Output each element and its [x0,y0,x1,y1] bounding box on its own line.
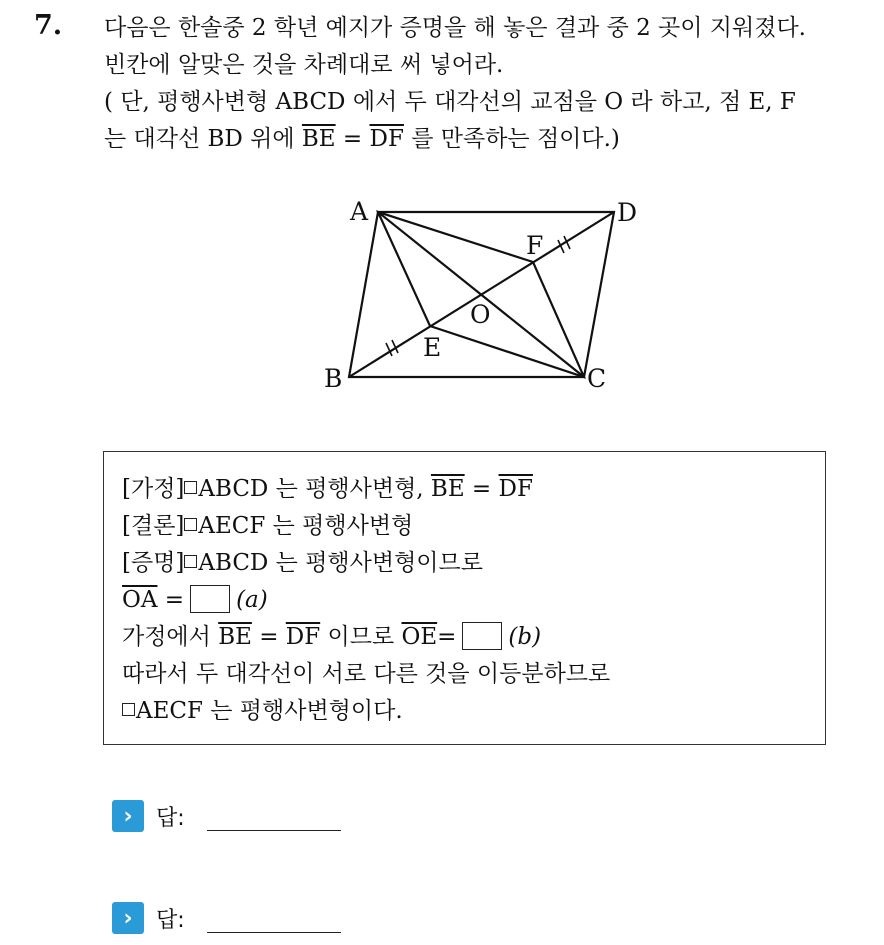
question-number: 7. [34,10,63,41]
segment-be: $\overline{BE}$ [218,624,252,650]
question-line-2: 빈칸에 알맞은 것을 차례대로 써 넣어라. [104,52,504,78]
segment-be: $\overline{BE}$ [301,126,336,152]
parallelogram-symbol [184,555,197,568]
question-line-4-start: 는 대각선 BD 위에 [104,126,295,152]
proof-label: [증명] [122,550,185,576]
question-line-1: 다음은 한솔중 2 학년 예지가 증명을 해 놓은 결과 중 2 곳이 지워졌다. [104,15,806,41]
answer-input-2[interactable] [207,932,341,933]
equals-sign: = [437,624,457,650]
answer-row-1 [112,800,341,832]
proof-line-final [122,693,807,730]
equals-sign: = [157,587,185,613]
parallelogram-figure [300,190,640,400]
parallelogram-symbol [184,518,197,531]
equals-sign: = [464,476,499,502]
label-c: C [587,364,607,393]
proof-text: 이므로 [320,624,402,650]
segment-oe: $\overline{OE}$ [401,624,438,650]
proof-line-conclusion [122,508,807,545]
label-a: A [350,197,369,226]
hypothesis-text: ABCD 는 평행사변형, [198,476,431,502]
proof-text: 가정에서 [122,624,219,650]
label-b: B [324,364,343,393]
parallelogram-symbol [184,481,197,494]
question-line-4-tail: 를 만족하는 점이다.) [403,126,620,152]
segment-be: $\overline{BE}$ [430,476,465,502]
proof-line-reason: 따라서 두 대각선이 서로 다른 것을 이등분하므로 [122,661,611,687]
question-line-4 [104,121,874,158]
proof-line-hypothesis [122,471,807,508]
proof-line-oa [122,582,807,619]
question-line-3: ( 단, 평행사변형 ABCD 에서 두 대각선의 교점을 O 라 하고, 점 E, F [104,89,796,115]
blank-marker-b: (b) [508,624,542,650]
label-o: O [470,300,491,329]
conclusion-text: AECF 는 평행사변형 [198,513,414,539]
proof-line-oe [122,619,807,656]
blank-box-a[interactable] [190,585,230,613]
chevron-right-icon: › [112,800,144,832]
answer-label: 답: [156,805,185,831]
segment-df: $\overline{DF}$ [498,476,533,502]
answer-row-2 [112,902,341,934]
conclusion-label: [결론] [122,513,185,539]
label-e: E [423,333,442,362]
equals-sign: = [251,624,286,650]
proof-text: ABCD 는 평행사변형이므로 [198,550,483,576]
question-text [104,10,874,158]
hypothesis-label: [가정] [122,476,185,502]
equals-sign: = [335,126,370,152]
answer-label: 답: [156,907,185,933]
segment-df: $\overline{DF}$ [285,624,321,650]
chevron-right-icon: › [112,902,144,934]
label-d: D [617,198,638,227]
proof-line-proof-start [122,545,807,582]
segment-oa: $\overline{OA}$ [122,587,158,613]
label-f: F [526,231,544,260]
answer-input-1[interactable] [207,830,341,831]
proof-box [103,451,826,745]
segment-df: $\overline{DF}$ [369,126,404,152]
blank-box-b[interactable] [462,622,502,650]
final-text: AECF 는 평행사변형이다. [136,698,403,724]
blank-marker-a: (a) [236,587,268,613]
parallelogram-symbol [122,703,135,716]
